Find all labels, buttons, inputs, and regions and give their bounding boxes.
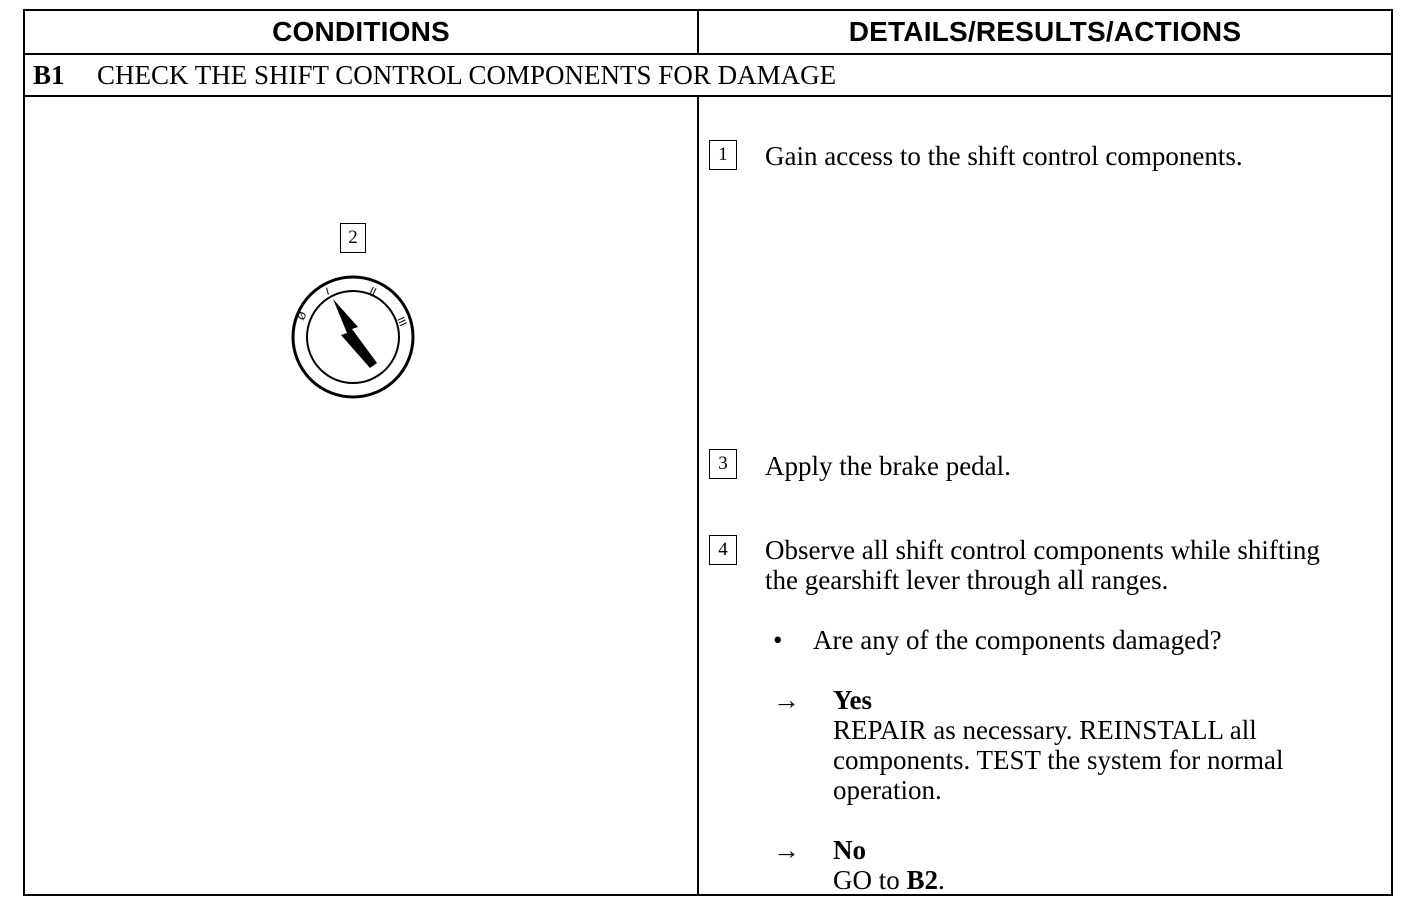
action-4-text-line2: the gearshift lever through all ranges.	[765, 565, 1169, 595]
yes-label: Yes	[833, 685, 872, 715]
no-text-target: B2	[906, 865, 939, 895]
yes-text-line2: components. TEST the system for normal	[833, 745, 1284, 775]
key-pointer	[333, 299, 377, 368]
step-divider	[25, 95, 1391, 97]
position-2-label: II	[367, 285, 378, 299]
question-text: Are any of the components damaged?	[813, 625, 1222, 655]
details-header: DETAILS/RESULTS/ACTIONS	[848, 16, 1242, 47]
yes-text-line1: REPAIR as necessary. REINSTALL all	[833, 715, 1257, 745]
ignition-switch-icon	[289, 273, 419, 403]
no-text-suffix: .	[938, 865, 945, 895]
step-title-row	[25, 55, 1391, 95]
step-id: B1	[33, 59, 65, 90]
action-4-number: 4	[709, 535, 737, 565]
action-4-text-line1: Observe all shift control components while shifting	[765, 535, 1320, 565]
procedure-table	[23, 9, 1393, 896]
action-3-number: 3	[709, 449, 737, 479]
column-divider-top	[697, 11, 699, 53]
step-title: CHECK THE SHIFT CONTROL COMPONENTS FOR DAMAGE	[97, 59, 837, 90]
no-arrow: →	[773, 835, 800, 865]
action-3-text: Apply the brake pedal.	[765, 451, 1011, 481]
no-label: No	[833, 835, 866, 865]
yes-arrow: →	[773, 685, 800, 715]
no-text-prefix: GO to	[833, 865, 907, 895]
illustration-callout: 2	[340, 223, 366, 253]
yes-text-line3: operation.	[833, 775, 942, 805]
action-1-number: 1	[709, 140, 737, 170]
position-1-label: I	[324, 286, 331, 298]
column-divider-body	[697, 97, 699, 894]
bullet: •	[773, 625, 783, 655]
position-off-label: Ø	[296, 310, 310, 323]
position-3-label: III	[394, 315, 408, 329]
action-1-text: Gain access to the shift control components.	[765, 141, 1243, 171]
no-text	[833, 865, 945, 895]
conditions-header: CONDITIONS	[272, 16, 450, 47]
